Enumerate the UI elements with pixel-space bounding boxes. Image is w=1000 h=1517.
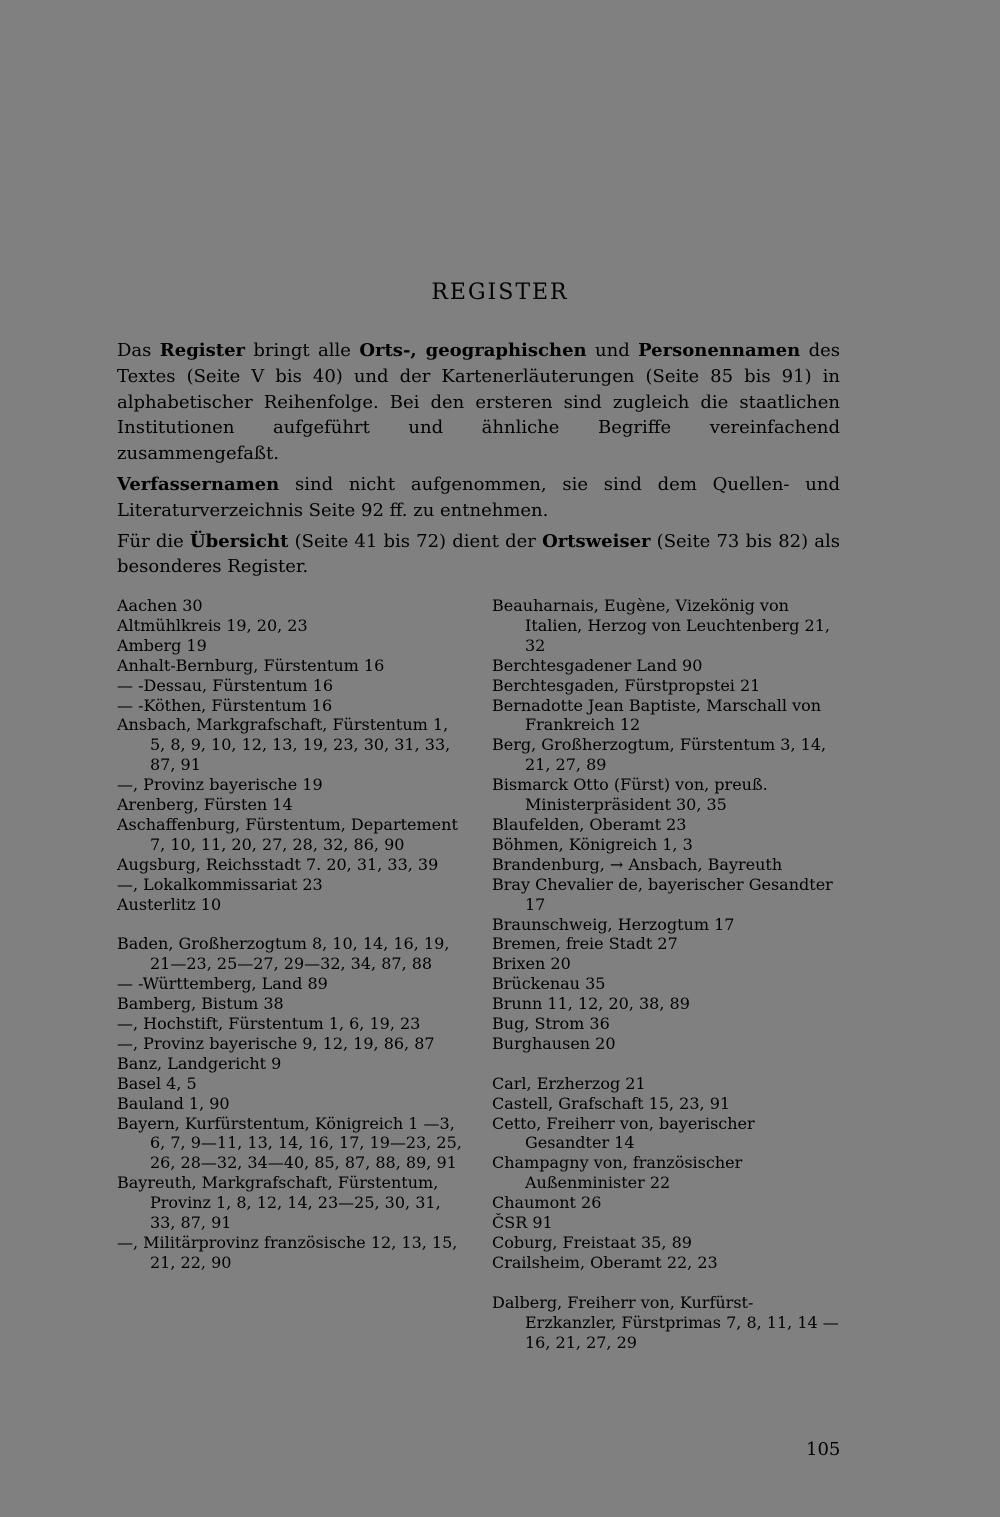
index-entry: Banz, Landgericht 9	[117, 1053, 282, 1073]
index-entry: Brandenburg, → Ansbach, Bayreuth	[492, 854, 783, 874]
index-column-left	[117, 596, 465, 1273]
index-entry: Aschaffenburg, Fürstentum, Departement 7, 10, 11, 20, 27, 28, 32, 86, 90	[117, 814, 458, 854]
intro-paragraph-3	[117, 529, 840, 581]
index-entry: Carl, Erzherzog 21	[492, 1073, 646, 1093]
intro-emphasis: Register	[159, 340, 246, 361]
index-entry: —, Provinz bayerische 19	[117, 775, 323, 795]
index-entry: Dalberg, Freiherr von, Kurfürst-Erzkanzler, Fürstprimas 7, 8, 11, 14 —16, 21, 27, 29	[492, 1292, 839, 1352]
index-entry: Blaufelden, Oberamt 23	[492, 814, 687, 834]
index-entry: Bauland 1, 90	[117, 1093, 230, 1113]
intro-text-run: des Textes (Seite V bis 40) und der Kartenerläuterungen (Seite 85 bis 91) in alphabetischer Reihenfolge. Bei den ersteren sind zugleich die staatlichen Institutionen aufgeführt und ähnliche Begriffe vereinfachend zusammengefaßt.	[117, 340, 841, 465]
index-entry: Bernadotte Jean Baptiste, Marschall von Frankreich 12	[492, 695, 822, 735]
index-entry: Braunschweig, Herzogtum 17	[492, 914, 735, 934]
index-entry: Cetto, Freiherr von, bayerischer Gesandter 14	[492, 1113, 755, 1153]
index-entry: Brunn 11, 12, 20, 38, 89	[492, 994, 690, 1014]
index-entry: Chaumont 26	[492, 1193, 602, 1213]
index-entry: Böhmen, Königreich 1, 3	[492, 834, 693, 854]
index-entry: Burghausen 20	[492, 1033, 616, 1053]
index-entry: Basel 4, 5	[117, 1073, 197, 1093]
index-entry: Bremen, freie Stadt 27	[492, 934, 678, 954]
index-entry: Bug, Strom 36	[492, 1014, 610, 1034]
index-entry: Austerlitz 10	[117, 894, 222, 914]
index-entry: Berchtesgaden, Fürstpropstei 21	[492, 675, 761, 695]
intro-emphasis: Verfassernamen	[117, 473, 280, 495]
index-entry: Champagny von, französischer Außenminister 22	[492, 1153, 743, 1193]
index-entry: Aachen 30	[117, 596, 203, 615]
intro-text-run: und	[586, 340, 639, 361]
index-entry: Beauharnais, Eugène, Vizekönig von Italien, Herzog von Leuchtenberg 21, 32	[492, 596, 830, 655]
index-entry: —, Lokalkommissariat 23	[117, 874, 323, 894]
intro-text-run: Für die	[117, 530, 190, 552]
index-entry: Brixen 20	[492, 954, 571, 974]
page-title: REGISTER	[431, 280, 569, 305]
index-entry: Bayreuth, Markgrafschaft, Fürstentum, Provinz 1, 8, 12, 14, 23—25, 30, 31, 33, 87, 91	[117, 1173, 441, 1233]
index-entry: Altmühlkreis 19, 20, 23	[117, 615, 308, 635]
index-gap	[117, 915, 465, 935]
intro-paragraph-2	[117, 472, 840, 524]
intro-text-run: bringt alle	[245, 340, 360, 361]
intro-paragraph-1	[117, 338, 840, 467]
index-entry: Bamberg, Bistum 38	[117, 994, 284, 1014]
index-entry: Castell, Grafschaft 15, 23, 91	[492, 1093, 731, 1113]
intro-emphasis: Übersicht	[189, 530, 289, 552]
index-entry: Amberg 19	[117, 635, 207, 655]
index-entry: — -Köthen, Fürstentum 16	[117, 695, 333, 715]
index-entry: Berg, Großherzogtum, Fürstentum 3, 14, 21, 27, 89	[492, 735, 827, 775]
index-entry: Bray Chevalier de, bayerischer Gesandter 17	[492, 874, 833, 914]
intro-text-run: sind nicht aufgenommen, sie sind dem Quellen- und Literaturverzeichnis Seite 92 ff. zu entnehmen.	[117, 473, 840, 521]
index-entry: Coburg, Freistaat 35, 89	[492, 1232, 692, 1252]
index-entry: Brückenau 35	[492, 974, 606, 994]
index-entry: — -Dessau, Fürstentum 16	[117, 675, 334, 695]
index-entry: Augsburg, Reichsstadt 7. 20, 31, 33, 39	[117, 854, 439, 874]
intro-emphasis: Ortsweiser	[542, 530, 651, 552]
index-entry: Baden, Großherzogtum 8, 10, 14, 16, 19, 21—23, 25—27, 29—32, 34, 87, 88	[117, 934, 450, 974]
index-entry: ČSR 91	[492, 1213, 553, 1233]
index-entry: Crailsheim, Oberamt 22, 23	[492, 1252, 718, 1272]
intro-text	[117, 338, 840, 585]
index-gap	[492, 1273, 840, 1293]
intro-emphasis: Personennamen	[638, 340, 801, 361]
index-gap	[492, 1054, 840, 1074]
intro-text-run: Das	[117, 340, 160, 361]
intro-text-run: (Seite 41 bis 72) dient der	[288, 530, 543, 552]
page-number: 105	[806, 1439, 841, 1460]
index-column-right	[492, 596, 840, 1352]
index-entry: Anhalt-Bernburg, Fürstentum 16	[117, 655, 385, 675]
index-entry: Bayern, Kurfürstentum, Königreich 1 —3, 6, 7, 9—11, 13, 14, 16, 17, 19—23, 25, 26, 28—32, 34—40, 85, 87, 88, 89, 91	[117, 1113, 462, 1173]
index-entry: Bismarck Otto (Fürst) von, preuß. Ministerpräsident 30, 35	[492, 775, 768, 815]
index-entry: —, Militärprovinz französische 12, 13, 15, 21, 22, 90	[117, 1232, 458, 1272]
index-entry: —, Hochstift, Fürstentum 1, 6, 19, 23	[117, 1014, 421, 1034]
index-entry: Ansbach, Markgrafschaft, Fürstentum 1, 5, 8, 9, 10, 12, 13, 19, 23, 30, 31, 33, 87, 91	[117, 715, 451, 775]
index-entry: —, Provinz bayerische 9, 12, 19, 86, 87	[117, 1033, 435, 1053]
intro-text-run: (Seite 73 bis 82) als besonderes Register.	[117, 530, 840, 578]
index-entry: — -Württemberg, Land 89	[117, 974, 328, 994]
index-entry: Berchtesgadener Land 90	[492, 655, 703, 675]
index-entry: Arenberg, Fürsten 14	[117, 795, 293, 815]
intro-emphasis: Orts-, geographischen	[359, 340, 587, 361]
